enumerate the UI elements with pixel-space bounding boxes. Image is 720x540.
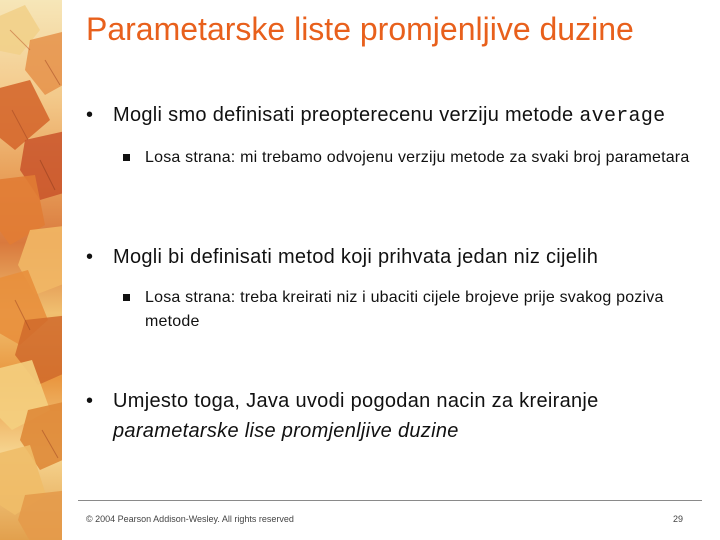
bullet-text-3	[86, 386, 706, 446]
bullet-3-text: Umjesto toga, Java uvodi pogodan nacin za kreiranje	[113, 390, 599, 412]
square-bullet-icon	[123, 294, 130, 301]
leaf-pattern-graphic	[0, 0, 70, 540]
sub-bullet-1	[123, 146, 706, 170]
bullet-item-1	[86, 100, 706, 170]
sub-bullet-2	[123, 286, 706, 334]
bullet-2-text: Mogli bi definisati metod koji prihvata jedan niz cijelih	[113, 246, 599, 268]
sub-bullet-1-text: Losa strana: mi trebamo odvojenu verziju metode za svaki broj parametara	[145, 149, 690, 166]
bullet-item-3	[86, 386, 706, 446]
bullet-1-text: Mogli smo definisati preopterecenu verziju metode	[113, 104, 580, 126]
bullet-text-1	[86, 100, 706, 132]
bullet-text-2	[86, 242, 706, 272]
autumn-leaves-icon	[0, 0, 70, 540]
bullet-marker-2: •	[86, 246, 94, 268]
sub-bullet-2-text: Losa strana: treba kreirati niz i ubaciti cijele brojeve prije svakog poziva metode	[145, 289, 664, 330]
footer-divider	[78, 500, 702, 501]
bullet-1-code: average	[579, 105, 666, 128]
bullet-marker-1: •	[86, 104, 94, 126]
bullet-item-2	[86, 242, 706, 334]
footer-copyright: © 2004 Pearson Addison-Wesley. All rights reserved	[86, 514, 294, 524]
bullet-marker-3: •	[86, 390, 94, 412]
slide-title: Parametarske liste promjenljive duzine	[86, 11, 634, 47]
bullet-3-emphasis: parametarske lise promjenljive duzine	[113, 420, 459, 442]
square-bullet-icon	[123, 154, 130, 161]
page-number: 29	[672, 514, 683, 524]
